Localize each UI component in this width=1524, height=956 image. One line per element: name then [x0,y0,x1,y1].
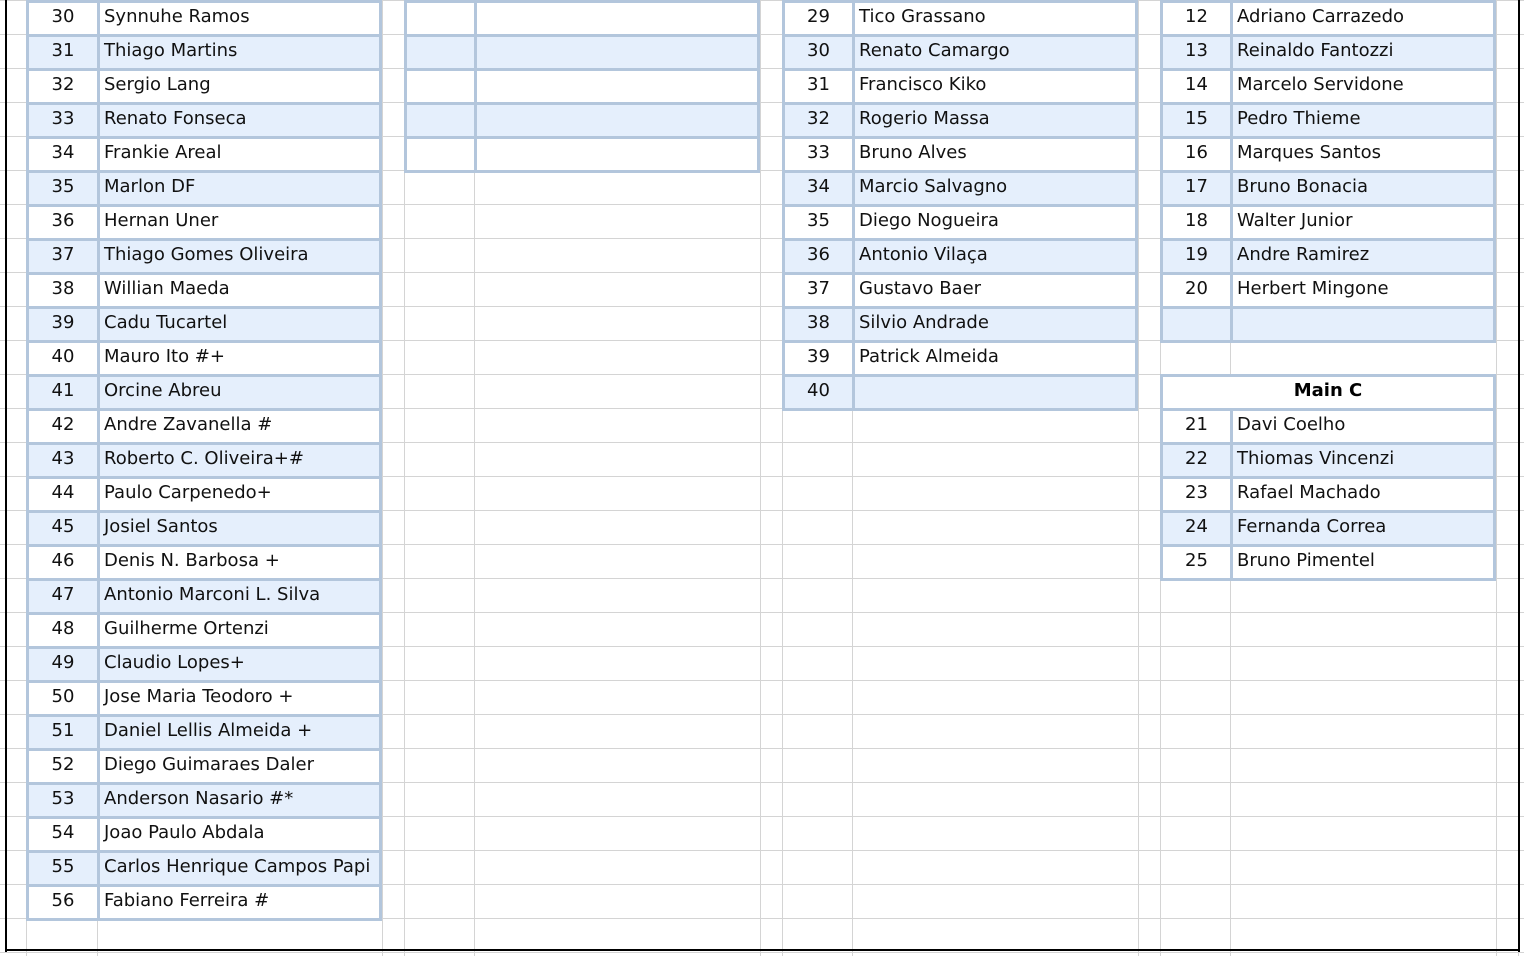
row-number-cell[interactable]: 36 [782,238,855,275]
name-cell[interactable]: Thiomas Vincenzi [1230,442,1496,479]
row-number-cell[interactable]: 41 [26,374,100,411]
row-number-cell[interactable]: 40 [782,374,855,411]
row-number-cell[interactable]: 38 [782,306,855,343]
name-cell[interactable]: Synnuhe Ramos [97,0,382,37]
row-number-cell[interactable]: 54 [26,816,100,853]
row-number-cell[interactable]: 53 [26,782,100,819]
name-cell[interactable]: Davi Coelho [1230,408,1496,445]
row-number-cell[interactable]: 40 [26,340,100,377]
name-cell[interactable]: Sergio Lang [97,68,382,105]
row-number-cell[interactable]: 37 [782,272,855,309]
row-number-cell[interactable]: 35 [782,204,855,241]
row-number-cell[interactable]: 32 [782,102,855,139]
row-number-cell[interactable] [1160,306,1233,343]
grid-line-vertical [760,0,761,956]
row-number-cell[interactable]: 25 [1160,544,1233,581]
name-cell[interactable]: Rogerio Massa [852,102,1138,139]
name-cell[interactable] [474,34,760,71]
name-cell[interactable]: Francisco Kiko [852,68,1138,105]
name-cell[interactable] [1230,306,1496,343]
name-cell[interactable]: Antonio Vilaça [852,238,1138,275]
row-number-cell[interactable] [404,0,477,37]
name-cell[interactable]: Anderson Nasario #* [97,782,382,819]
row-number-cell[interactable]: 15 [1160,102,1233,139]
row-number-cell[interactable]: 30 [26,0,100,37]
name-cell[interactable]: Renato Camargo [852,34,1138,71]
name-cell[interactable]: Marcelo Servidone [1230,68,1496,105]
name-cell[interactable] [474,68,760,105]
grid-line-vertical [1138,0,1139,956]
row-number-cell[interactable]: 52 [26,748,100,785]
row-number-cell[interactable]: 17 [1160,170,1233,207]
name-cell[interactable]: Reinaldo Fantozzi [1230,34,1496,71]
sheet-border [5,0,7,952]
name-cell[interactable] [474,102,760,139]
name-cell[interactable] [474,0,760,37]
row-number-cell[interactable]: 51 [26,714,100,751]
row-number-cell[interactable]: 21 [1160,408,1233,445]
grid-line-vertical [382,0,383,956]
row-number-cell[interactable] [404,102,477,139]
name-cell[interactable]: Gustavo Baer [852,272,1138,309]
name-cell[interactable]: Bruno Pimentel [1230,544,1496,581]
row-number-cell[interactable]: 47 [26,578,100,615]
name-cell[interactable]: Silvio Andrade [852,306,1138,343]
row-number-cell[interactable]: 39 [782,340,855,377]
name-cell[interactable]: Hernan Uner [97,204,382,241]
row-number-cell[interactable]: 19 [1160,238,1233,275]
row-number-cell[interactable]: 39 [26,306,100,343]
name-cell[interactable]: Mauro Ito #+ [97,340,382,377]
name-cell[interactable]: Frankie Areal [97,136,382,173]
row-number-cell[interactable]: 50 [26,680,100,717]
sheet-border [5,949,1520,951]
row-number-cell[interactable]: 34 [782,170,855,207]
name-cell[interactable]: Bruno Alves [852,136,1138,173]
row-number-cell[interactable]: 48 [26,612,100,649]
row-number-cell[interactable]: 44 [26,476,100,513]
name-cell[interactable]: Diego Nogueira [852,204,1138,241]
row-number-cell[interactable]: 24 [1160,510,1233,547]
name-cell[interactable]: Andre Zavanella # [97,408,382,445]
row-number-cell[interactable]: 32 [26,68,100,105]
name-cell[interactable]: Paulo Carpenedo+ [97,476,382,513]
row-number-cell[interactable]: 37 [26,238,100,275]
name-cell[interactable]: Herbert Mingone [1230,272,1496,309]
name-cell[interactable]: Bruno Bonacia [1230,170,1496,207]
name-cell[interactable]: Walter Junior [1230,204,1496,241]
row-number-cell[interactable]: 46 [26,544,100,581]
row-number-cell[interactable]: 38 [26,272,100,309]
row-number-cell[interactable]: 49 [26,646,100,683]
row-number-cell[interactable]: 16 [1160,136,1233,173]
sheet-border [1518,0,1520,952]
row-number-cell[interactable]: 34 [26,136,100,173]
name-cell[interactable]: Fernanda Correa [1230,510,1496,547]
name-cell[interactable]: Antonio Marconi L. Silva [97,578,382,615]
row-number-cell[interactable] [404,136,477,173]
name-cell[interactable]: Willian Maeda [97,272,382,309]
name-cell[interactable]: Renato Fonseca [97,102,382,139]
row-number-cell[interactable]: 55 [26,850,100,887]
name-cell[interactable]: Thiago Gomes Oliveira [97,238,382,275]
name-cell[interactable]: Tico Grassano [852,0,1138,37]
row-number-cell[interactable]: 31 [26,34,100,71]
section-header[interactable]: Main C [1160,374,1496,411]
row-number-cell[interactable] [404,68,477,105]
name-cell[interactable] [852,374,1138,411]
name-cell[interactable]: Marcio Salvagno [852,170,1138,207]
row-number-cell[interactable]: 30 [782,34,855,71]
name-cell[interactable]: Carlos Henrique Campos Papi [97,850,382,887]
name-cell[interactable]: Denis N. Barbosa + [97,544,382,581]
name-cell[interactable]: Daniel Lellis Almeida + [97,714,382,751]
name-cell[interactable]: Patrick Almeida [852,340,1138,377]
name-cell[interactable] [474,136,760,173]
row-number-cell[interactable] [404,34,477,71]
row-number-cell[interactable]: 29 [782,0,855,37]
row-number-cell[interactable]: 12 [1160,0,1233,37]
row-number-cell[interactable]: 45 [26,510,100,547]
name-cell[interactable]: Marques Santos [1230,136,1496,173]
row-number-cell[interactable]: 31 [782,68,855,105]
row-number-cell[interactable]: 33 [782,136,855,173]
name-cell[interactable]: Cadu Tucartel [97,306,382,343]
grid-line-vertical [1496,0,1497,956]
name-cell[interactable]: Joao Paulo Abdala [97,816,382,853]
name-cell[interactable]: Thiago Martins [97,34,382,71]
name-cell[interactable]: Adriano Carrazedo [1230,0,1496,37]
row-number-cell[interactable]: 20 [1160,272,1233,309]
row-number-cell[interactable]: 56 [26,884,100,921]
name-cell[interactable]: Marlon DF [97,170,382,207]
name-cell[interactable]: Roberto C. Oliveira+# [97,442,382,479]
row-number-cell[interactable]: 23 [1160,476,1233,513]
name-cell[interactable]: Andre Ramirez [1230,238,1496,275]
row-number-cell[interactable]: 14 [1160,68,1233,105]
row-number-cell[interactable]: 42 [26,408,100,445]
name-cell[interactable]: Pedro Thieme [1230,102,1496,139]
name-cell[interactable]: Rafael Machado [1230,476,1496,513]
name-cell[interactable]: Fabiano Ferreira # [97,884,382,921]
name-cell[interactable]: Guilherme Ortenzi [97,612,382,649]
row-number-cell[interactable]: 33 [26,102,100,139]
grid-line-horizontal [0,952,1524,953]
row-number-cell[interactable]: 36 [26,204,100,241]
row-number-cell[interactable]: 35 [26,170,100,207]
name-cell[interactable]: Jose Maria Teodoro + [97,680,382,717]
name-cell[interactable]: Orcine Abreu [97,374,382,411]
name-cell[interactable]: Josiel Santos [97,510,382,547]
row-number-cell[interactable]: 22 [1160,442,1233,479]
name-cell[interactable]: Claudio Lopes+ [97,646,382,683]
row-number-cell[interactable]: 43 [26,442,100,479]
row-number-cell[interactable]: 18 [1160,204,1233,241]
name-cell[interactable]: Diego Guimaraes Daler [97,748,382,785]
row-number-cell[interactable]: 13 [1160,34,1233,71]
